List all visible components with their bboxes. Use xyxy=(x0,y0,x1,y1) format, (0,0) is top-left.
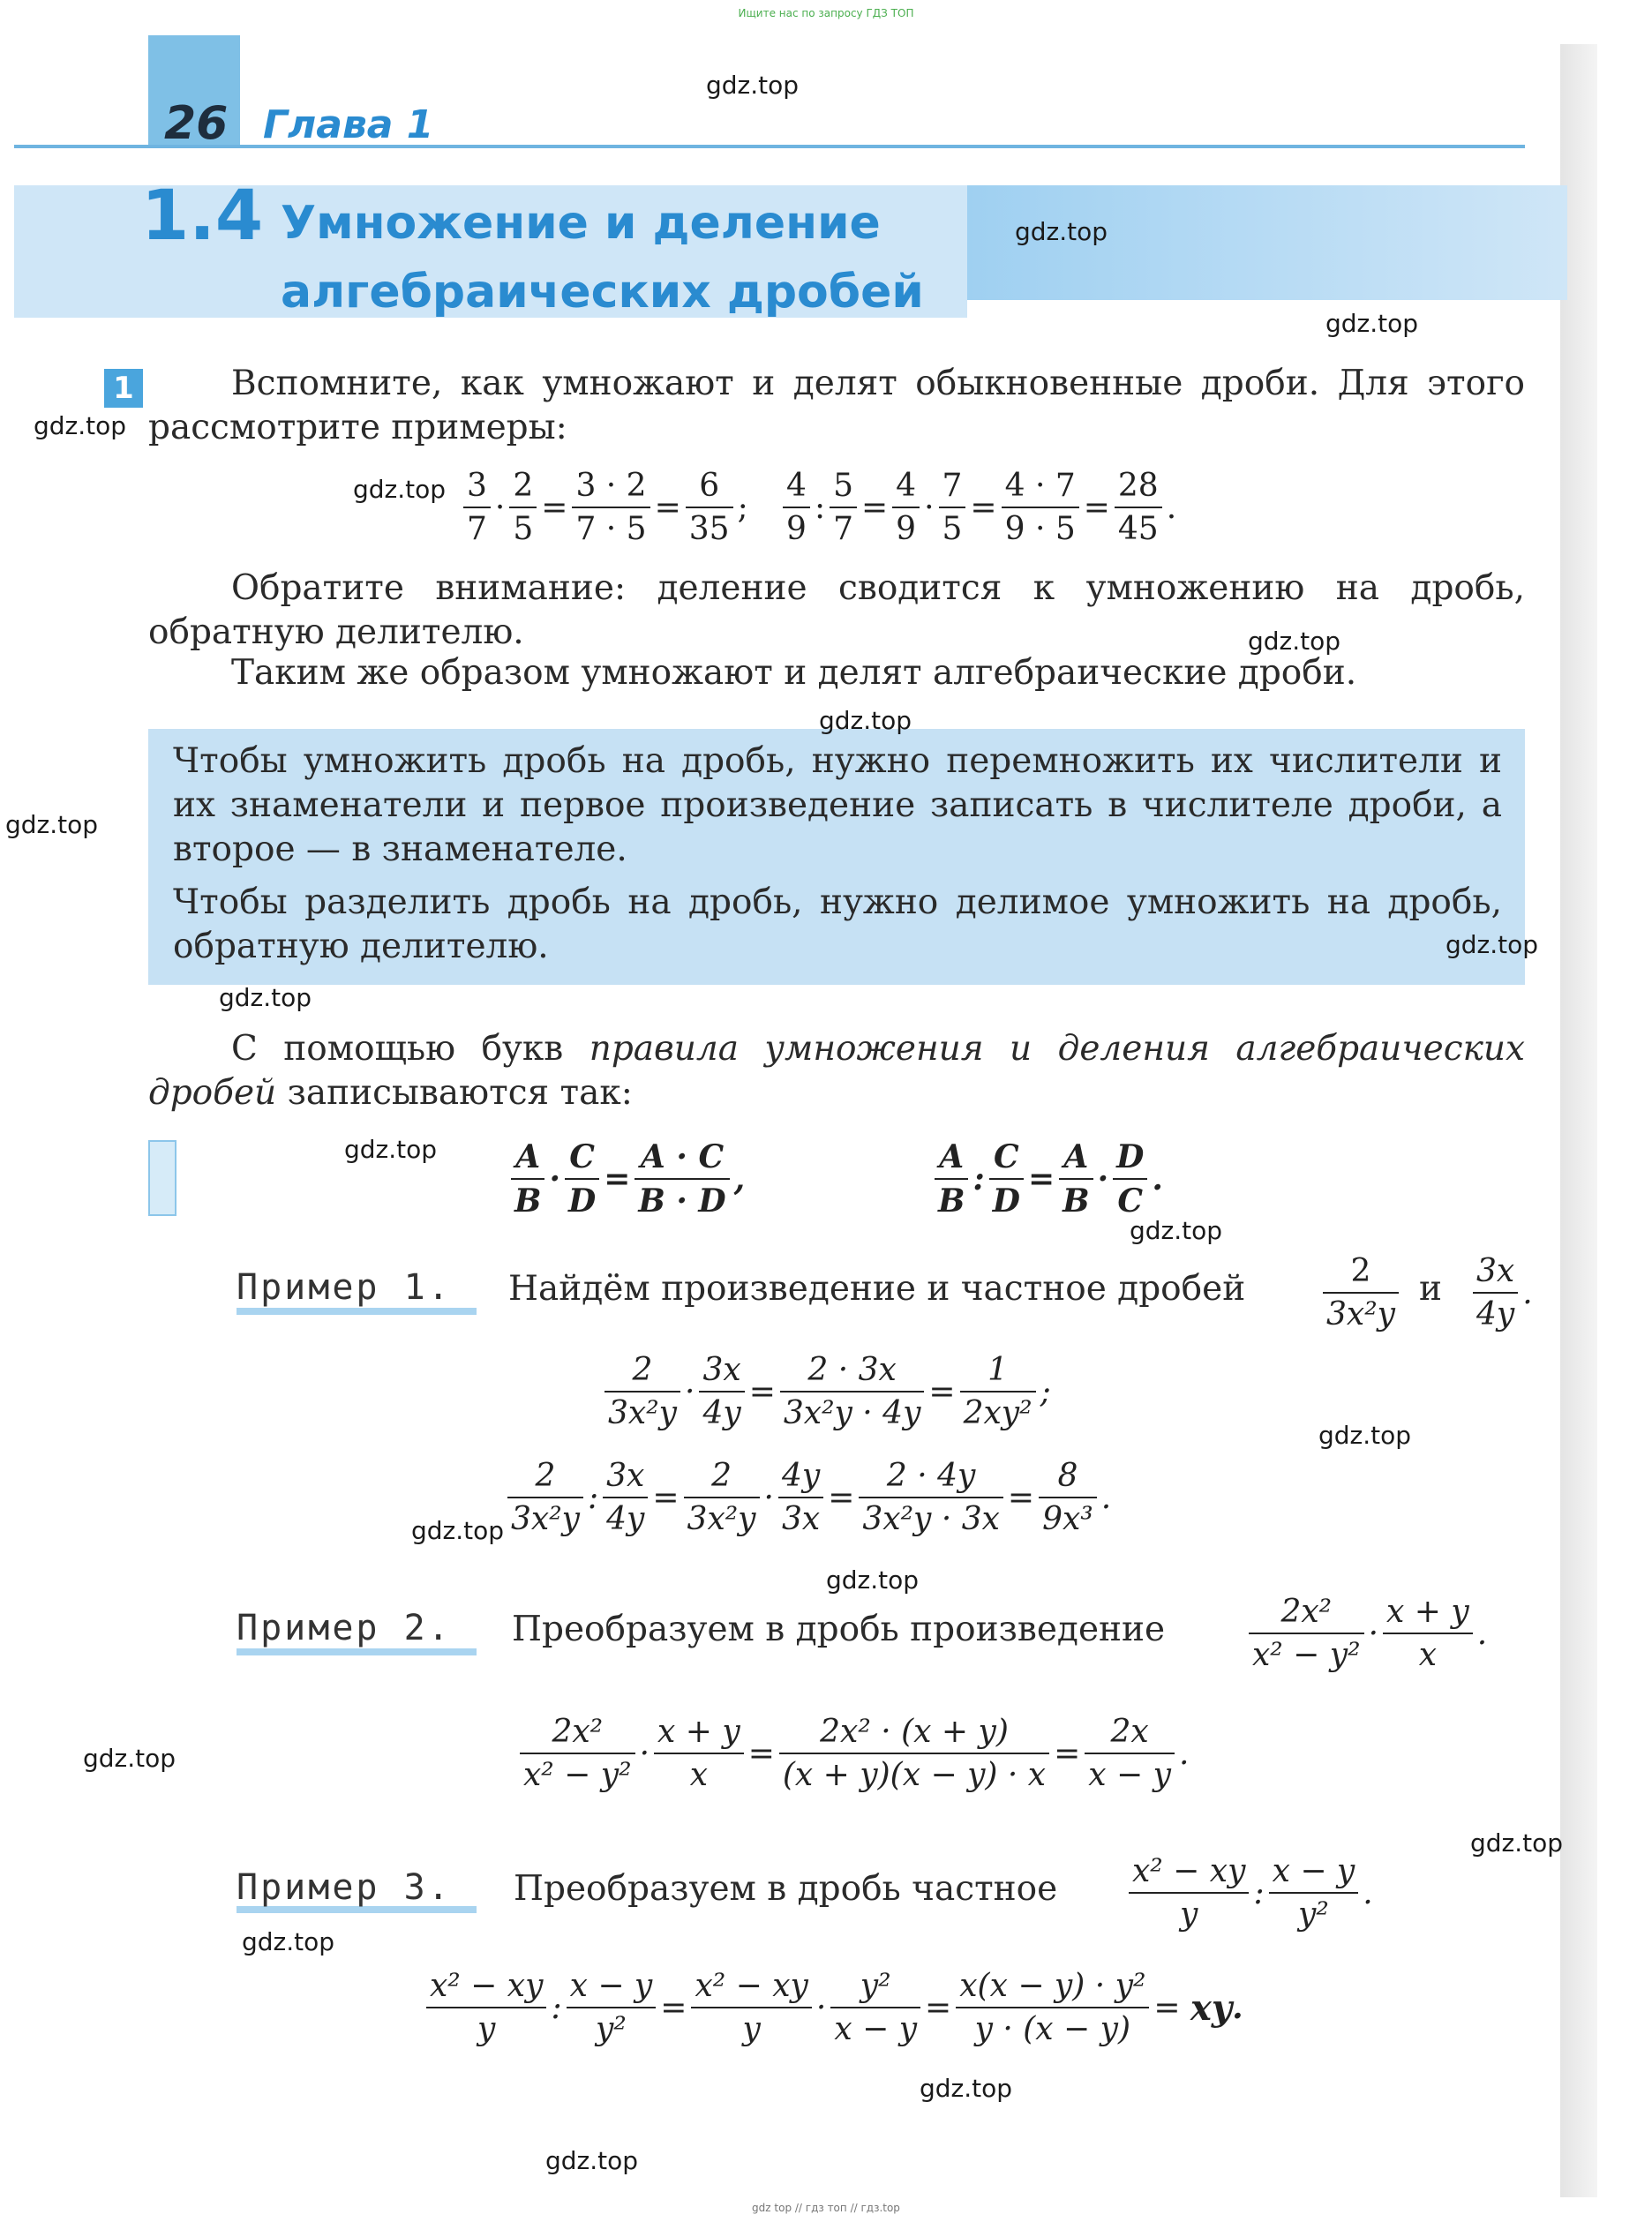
frac-num: 4 · 7 xyxy=(1002,468,1079,508)
frac-den: x xyxy=(1418,1637,1438,1673)
watermark: gdz.top xyxy=(920,2074,1013,2103)
frac-num: x² − xy xyxy=(691,1968,811,2008)
watermark: gdz.top xyxy=(1470,1828,1564,1858)
frac-den: 3x xyxy=(782,1501,821,1537)
frac-num: y² xyxy=(830,1968,920,2008)
frac-num: 2 · 3x xyxy=(780,1352,925,1393)
watermark: gdz.top xyxy=(5,810,99,839)
frac-num: 28 xyxy=(1115,468,1162,508)
watermark: gdz.top xyxy=(1248,627,1341,656)
frac-den: C xyxy=(1117,1182,1144,1220)
watermark: gdz.top xyxy=(1015,217,1108,246)
intro-paragraph-1: Вспомните, как умножают и делят обыкновенные дроби. Для этого рассмотрите примеры: xyxy=(148,364,1525,447)
example-3-expression: $\frac{\text{x² − xy}}{y}$ : $\frac{x - y}{\text{y²}}$ . xyxy=(1124,1853,1373,1933)
frac-num: 2 xyxy=(1323,1253,1399,1294)
frac-den: 5 xyxy=(942,511,963,547)
frac-den: 3x²y · 4y xyxy=(783,1395,921,1431)
frac-den: 2xy² xyxy=(963,1395,1032,1431)
frac-num: x − y xyxy=(1269,1853,1359,1894)
watermark: gdz.top xyxy=(83,1744,176,1773)
example-1-underline xyxy=(237,1308,477,1315)
example-1-fraction-b: $\frac{3x}{4y}$ . xyxy=(1468,1253,1533,1332)
header-rule xyxy=(14,145,1525,148)
watermark: gdz.top xyxy=(545,2146,639,2175)
watermark: gdz.top xyxy=(819,706,912,735)
rule-multiplication: Чтобы умножить дробь на дробь, нужно перемножить их числители и их знаменатели и первое произведение записать в числителе дроби, а второе — в знаменателе. xyxy=(173,741,1502,869)
frac-num: x² − xy xyxy=(1129,1853,1249,1894)
formula-intro-start: С помощью букв xyxy=(231,1029,589,1069)
frac-num: 4 xyxy=(892,468,920,508)
frac-den: y² xyxy=(1298,1896,1329,1933)
frac-num: 5 xyxy=(830,468,857,508)
watermark: gdz.top xyxy=(826,1565,920,1595)
frac-den: x − y xyxy=(1088,1757,1171,1793)
formula-intro-end: записываются так: xyxy=(276,1073,633,1113)
frac-num: x + y xyxy=(654,1714,744,1754)
frac-den: 5 xyxy=(513,511,534,547)
example-2-label: Пример 2. xyxy=(237,1608,452,1648)
frac-den: 4y xyxy=(1476,1296,1515,1332)
example-2-solution: $\frac{\text{2x²}}{\text{x² − y²}}$ · $\frac{x + y}{x}$ = $\frac{\text{2x² · (x + y)}}{(x + y)(x - y) \cdot x}$ = $\frac{2x}{x - y}$ . xyxy=(515,1714,1189,1793)
watermark: gdz.top xyxy=(1318,1421,1412,1450)
rule-division: Чтобы разделить дробь на дробь, нужно делимое умножить на дробь, обратную делителю. xyxy=(173,882,1502,966)
example-3-solution: $\frac{\text{x² − xy}}{y}$ : $\frac{x - y}{\text{y²}}$ = $\frac{\text{x² − xy}}{y}$ · $\frac{\text{y²}}{x - y}$ = $\frac{\text{x(x − y) · y²}}{y \cdot (x - y)}$ = xy. xyxy=(422,1968,1243,2047)
frac-den: (x + y)(x − y) · x xyxy=(782,1757,1047,1793)
frac-num: 2x xyxy=(1085,1714,1175,1754)
frac-num: A xyxy=(935,1138,968,1180)
frac-num: 3 · 2 xyxy=(572,468,650,508)
formula-intro-italic: правила умножения и деления алгебраических дробей xyxy=(148,1029,1526,1113)
frac-num: A xyxy=(511,1138,544,1180)
frac-num: 2 xyxy=(509,468,537,508)
watermark: gdz.top xyxy=(344,1135,438,1164)
frac-den: 3x²y xyxy=(511,1501,580,1537)
frac-den: x − y xyxy=(834,2011,918,2047)
frac-den: 3x²y xyxy=(1326,1296,1395,1332)
frac-num: 1 xyxy=(960,1352,1036,1393)
frac-num: 2x² xyxy=(520,1714,635,1754)
frac-den: 3x²y xyxy=(608,1395,677,1431)
watermark: gdz.top xyxy=(242,1927,335,1956)
watermark: gdz.top xyxy=(353,475,447,504)
example-1-text: Найдём произведение и частное дробей xyxy=(508,1269,1246,1309)
frac-den: 9 xyxy=(896,511,917,547)
frac-num: 2 · 4y xyxy=(859,1458,1003,1498)
frac-num: 2x² · (x + y) xyxy=(779,1714,1049,1754)
section-title-line2: алгебраических дробей xyxy=(281,266,924,319)
frac-den: 35 xyxy=(688,511,730,547)
formula-intro xyxy=(148,1027,1525,1115)
frac-den: y · (x − y) xyxy=(974,2011,1131,2047)
frac-den: x² − y² xyxy=(523,1757,632,1793)
example-1-label: Пример 1. xyxy=(237,1267,452,1308)
example-1-product: $\frac{2}{\text{3x²y}}$ · $\frac{3x}{4y}$ = $\frac{2 \cdot 3x}{\text{3x²y · 4y}}$ = $\frac{1}{\text{2xy²}}$ ; xyxy=(600,1352,1051,1431)
frac-den: D xyxy=(992,1182,1020,1220)
frac-num: D xyxy=(1113,1138,1147,1180)
task-badge: 1 xyxy=(104,369,143,408)
bottom-banner: gdz top // гдз топ // гдз.top xyxy=(752,2202,900,2214)
frac-num: x² − xy xyxy=(426,1968,546,2008)
frac-den: 3x²y xyxy=(687,1501,756,1537)
multiplication-rule-formula: $\frac{A}{B}$ · $\frac{C}{D}$ = $\frac{A \cdot C}{B \cdot D}$ , xyxy=(507,1138,745,1220)
top-banner: Ищите нас по запросу ГДЗ ТОП xyxy=(738,7,914,19)
frac-den: 9 xyxy=(786,511,807,547)
frac-den: 7 xyxy=(467,511,487,547)
frac-den: 9x³ xyxy=(1042,1501,1093,1537)
frac-num: 2 xyxy=(604,1352,680,1393)
watermark: gdz.top xyxy=(219,983,312,1012)
frac-num: x + y xyxy=(1383,1594,1473,1634)
side-marker xyxy=(148,1140,176,1216)
frac-num: 2 xyxy=(684,1458,760,1498)
frac-den: B · D xyxy=(638,1182,726,1220)
frac-den: 45 xyxy=(1117,511,1159,547)
frac-num: 8 xyxy=(1039,1458,1097,1498)
frac-den: x² − y² xyxy=(1252,1637,1361,1673)
section-number: 1.4 xyxy=(141,176,264,256)
frac-num: x(x − y) · y² xyxy=(956,1968,1149,2008)
chapter-title: Глава 1 xyxy=(263,102,434,147)
page-edge-shadow xyxy=(1560,44,1597,2197)
frac-num: A · C xyxy=(635,1138,729,1180)
frac-den: 7 xyxy=(833,511,853,547)
watermark: gdz.top xyxy=(1325,309,1419,338)
watermark: gdz.top xyxy=(1130,1216,1223,1245)
frac-num: 7 xyxy=(939,468,966,508)
example-3-text: Преобразуем в дробь частное xyxy=(514,1869,1058,1909)
frac-num: x − y xyxy=(567,1968,657,2008)
example-2-text: Преобразуем в дробь произведение xyxy=(512,1610,1166,1649)
frac-den: x xyxy=(689,1757,709,1793)
watermark: gdz.top xyxy=(1446,930,1539,959)
frac-den: 9 · 5 xyxy=(1004,511,1076,547)
frac-den: 4y xyxy=(702,1395,741,1431)
frac-num: 2 xyxy=(507,1458,583,1498)
division-rule-formula: $\frac{A}{B}$ : $\frac{C}{D}$ = $\frac{A}{B}$ · $\frac{D}{C}$ . xyxy=(930,1138,1163,1220)
frac-num: 3x xyxy=(1473,1253,1518,1294)
section-title xyxy=(281,189,924,327)
example-2-expression: $\frac{\text{2x²}}{\text{x² − y²}}$ · $\frac{x + y}{x}$ . xyxy=(1244,1594,1487,1673)
example-3-result: xy xyxy=(1190,1986,1233,2029)
frac-den: y xyxy=(477,2011,496,2047)
page-number: 26 xyxy=(164,97,229,150)
frac-num: 4 xyxy=(783,468,810,508)
intro-paragraph-2: Обратите внимание: деление сводится к умножению на дробь, обратную делителю. xyxy=(148,568,1525,652)
watermark: gdz.top xyxy=(706,71,800,100)
frac-den: y² xyxy=(596,2011,627,2047)
frac-num: 3x xyxy=(699,1352,744,1393)
frac-num: 6 xyxy=(686,468,733,508)
frac-num: 3x xyxy=(603,1458,648,1498)
frac-den: 3x²y · 3x xyxy=(862,1501,1000,1537)
frac-num: C xyxy=(989,1138,1024,1180)
frac-den: B xyxy=(938,1182,965,1220)
frac-den: y xyxy=(1180,1896,1198,1933)
example-1-quotient: $\frac{2}{\text{3x²y}}$ : $\frac{3x}{4y}$ = $\frac{2}{\text{3x²y}}$ · $\frac{4y}{3x}$ = $\frac{2 \cdot 4y}{\text{3x²y · 3x}}$ = $\frac{8}{\text{9x³}}$ . xyxy=(503,1458,1111,1537)
numeric-example: $\frac{3}{7}$ · $\frac{2}{5}$ = $\frac{3 \cdot 2}{7 \cdot 5}$ = $\frac{6}{35}$ ; $\frac{4}{9}$ : $\frac{5}{7}$ = $\frac{4}{9}$ · $\frac{7}{5}$ = $\frac{4 \cdot 7}{9 \cdot 5}$ = $\frac{28}{45}$ . xyxy=(459,468,1176,547)
frac-num: 4y xyxy=(778,1458,823,1498)
frac-den: 7 · 5 xyxy=(575,511,647,547)
frac-num: C xyxy=(565,1138,599,1180)
frac-den: B xyxy=(1063,1182,1090,1220)
frac-den: B xyxy=(514,1182,542,1220)
example-1-fraction-a xyxy=(1318,1253,1403,1332)
frac-den: D xyxy=(567,1182,597,1220)
example-3-label: Пример 3. xyxy=(237,1867,452,1908)
frac-den: y xyxy=(742,2011,761,2047)
frac-num: 3 xyxy=(463,468,491,508)
example-2-underline xyxy=(237,1648,477,1655)
example-1-conjunction: и xyxy=(1419,1269,1442,1309)
frac-num: A xyxy=(1059,1138,1093,1180)
frac-den: 4y xyxy=(606,1501,645,1537)
intro-paragraph-3: Таким же образом умножают и делят алгебраические дроби. xyxy=(231,653,1357,693)
watermark: gdz.top xyxy=(34,411,127,440)
frac-num: 2x² xyxy=(1249,1594,1364,1634)
watermark: gdz.top xyxy=(411,1516,505,1545)
section-title-line1: Умножение и деление xyxy=(281,197,881,250)
